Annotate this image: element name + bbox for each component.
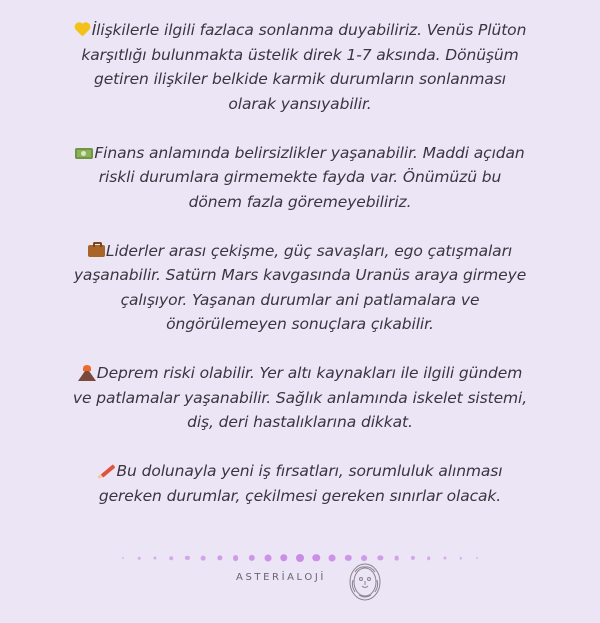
divider-dot [201,556,206,561]
yellow-heart-icon [74,21,91,38]
text-line: karşıtlığı bulunmakta üstelik direk 1-7 aksında. Dönüşüm [81,45,519,64]
divider-dot [138,557,141,560]
text-line: öngörülemeyen sonuçlara çıkabilir. [166,315,434,333]
divider-dot [476,557,478,559]
divider-dot [296,554,304,562]
divider-dot [264,555,271,562]
paragraph-leaders [0,239,600,337]
money-icon [75,148,93,159]
divider-dot [249,555,255,561]
text-line: Deprem riski olabilir. Yer altı kaynakları ile ilgili gündem [96,364,523,382]
text-line: yaşanabilir. Satürn Mars kavgasında Uranüs araya girmeye [73,266,527,284]
footer [0,568,600,608]
divider-dot [460,557,463,560]
text-line: Liderler arası çekişme, güç savaşları, ego çatışmaları [105,241,513,260]
brand-name: ASTERİALOJİ [236,572,326,583]
divider-dot [169,556,173,560]
paragraph-earthquake [0,361,600,435]
paragraph-relationships [0,18,600,116]
divider-dot [411,556,415,560]
divider-dot [345,555,351,561]
divider-dot [378,555,383,560]
briefcase-icon [88,245,105,257]
divider-dot [329,555,336,562]
divider-dot [427,556,431,560]
text-line: ve patlamalar yaşanabilir. Sağlık anlamında iskelet sistemi, [72,388,528,407]
divider-dot [154,556,157,559]
divider-dot [122,557,124,559]
paragraph-fullmoon [0,459,600,508]
text-line: diş, deri hastalıklarına dikkat. [187,413,413,431]
text-line: olarak yansıyabilir. [228,94,372,113]
volcano-icon [78,365,96,381]
divider-dot [443,556,446,559]
lion-zodiac-logo-icon [347,562,383,604]
text-line: riskli durumlara girmemekte fayda var. Önümüzü bu [98,168,502,186]
divider-dot [312,554,319,561]
text-line: gereken durumlar, çekilmesi gereken sınırlar olacak. [98,486,502,505]
divider-dot [280,554,287,561]
text-line: İlişkilerle ilgili fazlaca sonlanma duyabiliriz. Venüs Plüton [91,21,527,39]
post-text [0,18,600,508]
pencil-icon [98,463,116,479]
text-line: Bu dolunayla yeni iş fırsatları, sorumluluk alınması [116,462,503,480]
text-line: dönem fazla göremeyebiliriz. [188,192,412,211]
divider-dot [217,555,222,560]
divider-dot [361,555,367,561]
text-line: getiren ilişkiler belkide karmik durumların sonlanması [93,70,507,88]
divider-dot [185,556,189,560]
paragraph-finance [0,141,600,215]
dotted-divider [0,553,600,563]
text-line: Finans anlamında belirsizlikler yaşanabilir. Maddi açıdan [94,143,525,162]
divider-dot [394,556,399,561]
divider-dot [233,555,239,561]
text-line: çalışıyor. Yaşanan durumlar ani patlamalara ve [120,290,480,309]
